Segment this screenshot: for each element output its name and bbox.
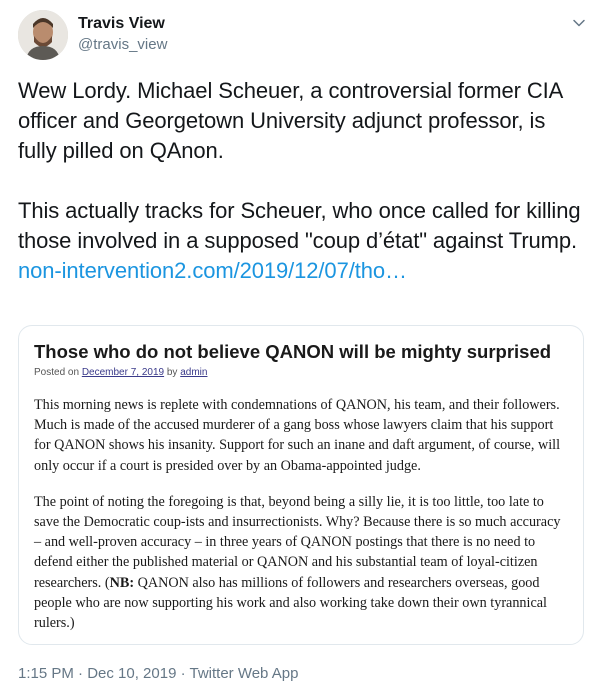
link-preview-card[interactable] <box>18 325 584 645</box>
user-handle[interactable]: @travis_view <box>78 36 168 53</box>
card-meta-by: by <box>164 367 181 378</box>
card-meta-author: admin <box>180 367 208 378</box>
card-meta <box>34 366 570 379</box>
card-body-2-end: QANON also has millions of followers and researchers overseas, good people who are now supporting his work and also working take down their own tyrannical rulers.) <box>34 574 548 632</box>
card-body-paragraph-1: This morning news is replete with condemnations of QANON, his team, and their followers. Much is made of the accused murderer of a gang boss whose lawyers claim that his support for QANON shows his insanity. Support for such an inane and daft argument, of course, will only occur if a court is presided over by an Obama-appointed judge. <box>34 397 561 474</box>
tweet-link[interactable]: non-intervention2.com/2019/12/07/tho… <box>18 258 407 283</box>
chevron-down-icon[interactable] <box>572 16 586 30</box>
card-meta-posted: Posted on <box>34 367 82 378</box>
display-name[interactable]: Travis View <box>78 15 165 32</box>
card-meta-date: December 7, 2019 <box>81 367 165 378</box>
avatar[interactable] <box>18 10 68 60</box>
card-title: Those who do not believe QANON will be mighty surprised <box>34 341 552 362</box>
card-body <box>34 395 570 633</box>
card-body-2-start: The point of noting the foregoing is that, beyond being a silly lie, it is too little, too late to save the Democratic coup-ists and insurrectionists. Why? Because there is so much accuracy – and well-proven accuracy – in three years of QANON postings that there is no need to defend either the published material or QANON and his substantial team of loyal-citizen researchers. ( <box>34 493 561 591</box>
user-names <box>78 14 167 55</box>
tweet-header <box>18 10 590 68</box>
card-body-2-bold: NB: <box>109 574 135 591</box>
card-body-paragraph-2 <box>34 492 570 633</box>
card-content <box>34 341 570 645</box>
tweet-text <box>18 76 588 286</box>
tweet-paragraph-1: Wew Lordy. Michael Scheuer, a controversial former CIA officer and Georgetown University adjunct professor, is fully pilled on QAnon. <box>18 78 563 163</box>
avatar-image <box>18 10 68 60</box>
tweet-timestamp[interactable]: 1:15 PM · Dec 10, 2019 · Twitter Web App <box>18 665 299 682</box>
tweet-paragraph-2: This actually tracks for Scheuer, who once called for killing those involved in a supposed "coup d’état" against Trump. <box>18 198 581 253</box>
